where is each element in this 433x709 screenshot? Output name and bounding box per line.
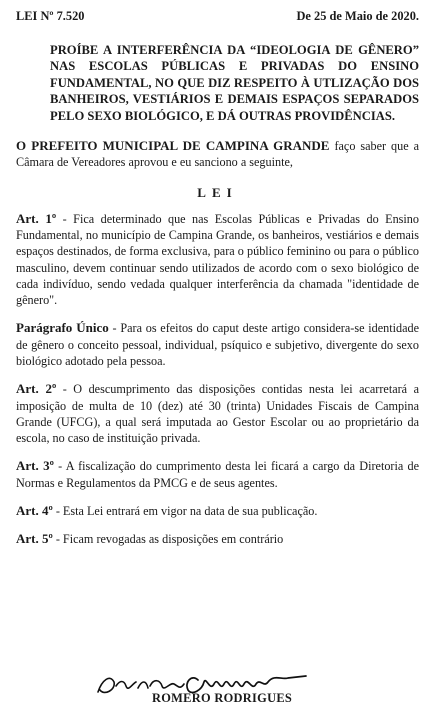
preamble-author: O PREFEITO MUNICIPAL DE CAMPINA GRANDE xyxy=(16,138,330,154)
article-label: Art. 4º xyxy=(16,503,53,519)
article-4 xyxy=(16,503,419,519)
article-text: - Para os efeitos do caput deste artigo considera-se identidade de gênero o conceito pessoal, individual, psíquico e subjetivo, divergente do sexo biológico adotado pela pessoa. xyxy=(16,321,419,368)
article-2 xyxy=(16,381,419,446)
article-text: - Ficam revogadas as disposições em contrário xyxy=(52,532,284,547)
signer-name: ROMERO RODRIGUES xyxy=(152,691,293,705)
preamble xyxy=(16,138,419,171)
article-1 xyxy=(16,211,419,309)
law-date: De 25 de Maio de 2020. xyxy=(296,9,419,23)
article-label: Art. 2º xyxy=(16,381,57,397)
article-text: - Fica determinado que nas Escolas Públicas e Privadas do Ensino Fundamental, no município de Campina Grande, os banheiros, vestiários e demais espaços destinados, de forma exclusiva, para o público feminino ou para o público masculino, devem continuar sendo utilizados de acordo com o sexo biológico de cada indivíduo, sendo vedada qualquer interferência da chamada "identidade de gênero". xyxy=(16,211,419,308)
ementa: PROÍBE A INTERFERÊNCIA DA “IDEOLOGIA DE GÊNERO” NAS ESCOLAS PÚBLICAS E PRIVADAS DO ENSINO FUNDAMENTAL, NO QUE DIZ RESPEITO À UTLIZAÇÃO DOS BANHEIROS, VESTIÁRIOS E DEMAIS ESPAÇOS SEPARADOS PELO SEXO BIOLÓGICO, E DÁ OUTRAS PROVIDÊNCIAS. xyxy=(50,43,419,123)
document-header xyxy=(16,8,419,24)
preamble-text: faço saber que a Câmara de Vereadores aprovou e eu sanciono a seguinte, xyxy=(16,139,419,170)
section-title: LEI xyxy=(197,184,238,200)
article-label: Art. 1º xyxy=(16,210,57,226)
article-text: - O descumprimento das disposições contidas nesta lei acarretará a imposição de multa de 10 (dez) até 30 (trinta) Unidades Fiscais de Campina Grande (UFCG), a qual será imputada ao Gestor Escolar ou ao proprietário da escola, no caso de instituição privada. xyxy=(16,382,420,446)
article-text: - A fiscalização do cumprimento desta lei ficará a cargo da Diretoria de Normas e Regulamentos da PMCG e de seus agentes. xyxy=(16,459,419,490)
article-label: Art. 5º xyxy=(16,531,53,547)
article-5 xyxy=(16,531,419,547)
law-number: LEI Nº 7.520 xyxy=(16,9,85,23)
article-label: Art. 3º xyxy=(16,458,54,474)
article-label: Parágrafo Único xyxy=(16,320,109,336)
article-text: - Esta Lei entrará em vigor na data de sua publicação. xyxy=(52,504,318,519)
article-3 xyxy=(16,458,419,491)
paragrafo-unico xyxy=(16,320,419,369)
